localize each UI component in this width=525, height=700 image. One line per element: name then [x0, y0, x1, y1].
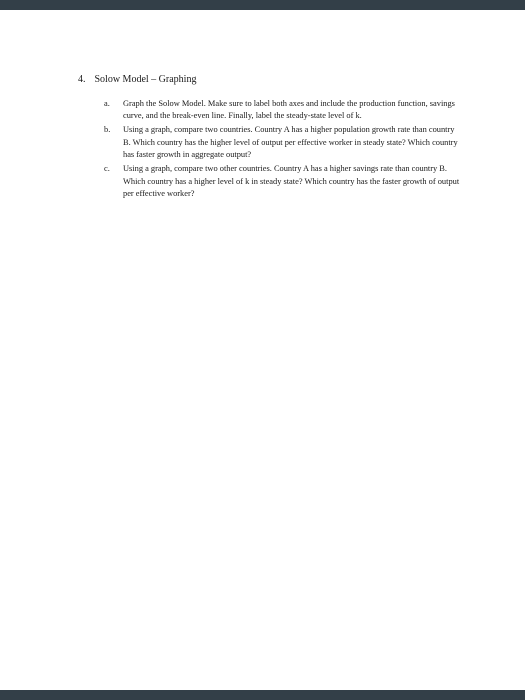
- question-number: 4.: [78, 74, 86, 85]
- viewer-bottom-bar: [0, 690, 525, 700]
- sub-question-text: Graph the Solow Model. Make sure to label both axes and include the production function, savings curve, and the break-even line. Finally, label the steady-state level of k.: [123, 99, 455, 121]
- question-title: Solow Model – Graphing: [94, 74, 197, 85]
- sub-question-a: [104, 98, 464, 123]
- sub-question-c: [104, 163, 464, 200]
- sub-question-marker: b.: [104, 125, 111, 135]
- sub-question-text: Using a graph, compare two countries. Country A has a higher population growth rate than country B. Which country has the higher level of output per effective worker in steady state? Which country has faster growth in aggregate output?: [123, 125, 458, 160]
- sub-question-text: Using a graph, compare two other countries. Country A has a higher savings rate than country B. Which country has a higher level of k in steady state? Which country has the faster growth of output per effective worker?: [123, 164, 460, 199]
- viewer-top-bar: [0, 0, 525, 10]
- sub-question-b: [104, 124, 464, 161]
- document-page: [0, 10, 525, 690]
- question-heading: [78, 74, 196, 86]
- sub-question-marker: a.: [104, 99, 110, 108]
- sub-question-list: [104, 98, 464, 202]
- sub-question-marker: c.: [104, 164, 110, 174]
